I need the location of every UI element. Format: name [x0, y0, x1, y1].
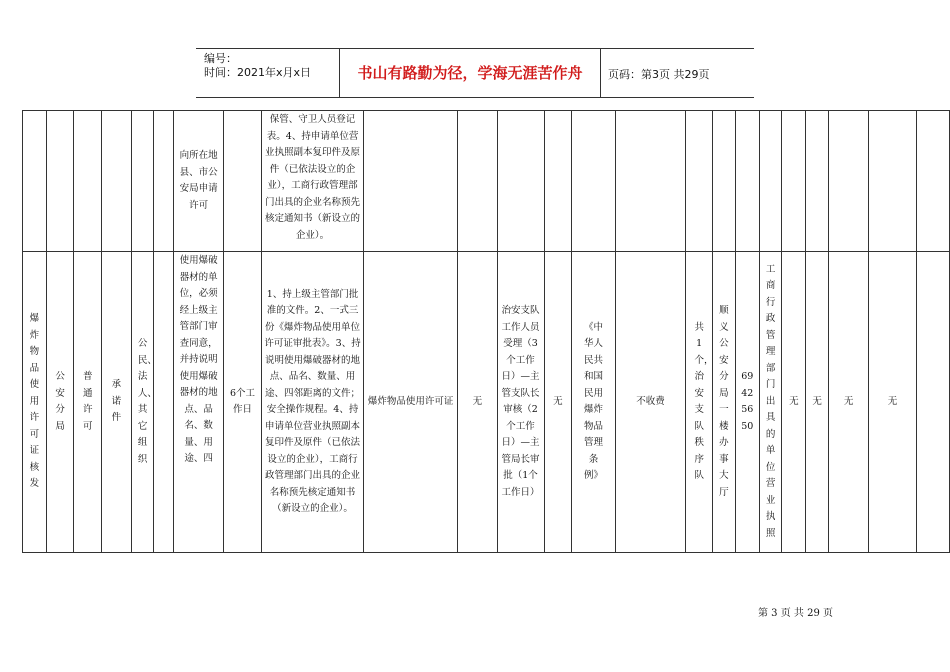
procedure-cell: 治安支队工作人员受理（3个工作日）—主管支队长审核（2个工作日）—主管局长审批（1个工作日）: [497, 252, 544, 553]
location-cell: 顺义公安分局一楼办事大厅: [713, 252, 736, 553]
none-cell: 无: [869, 252, 916, 553]
commitment-cell: 承诺件: [102, 252, 132, 553]
item-name-cell: 爆炸物品使用许可证核发: [23, 252, 47, 553]
header-meta: [196, 49, 340, 97]
remark-cell: 工商行政管理部门出具的单位营业执照: [759, 252, 782, 553]
table-row: [23, 252, 950, 553]
approval-type-cell: 向所在地县、市公安局申请许可: [174, 111, 224, 252]
time-label: 时间：2021年x月x日: [204, 66, 312, 79]
none-cell: 无: [544, 252, 572, 553]
none-cell: 无: [458, 252, 497, 553]
window-cell: 共1个，治安支队秩序队: [686, 252, 713, 553]
approval-class-cell: 普通许可: [74, 252, 102, 553]
none-cell: 无: [829, 252, 869, 553]
fee-cell: 不收费: [615, 252, 686, 553]
certificate-cell: 爆炸物品使用许可证: [364, 252, 458, 553]
department-cell: 公安分局: [46, 252, 74, 553]
time-limit-cell: 6个工作日: [224, 252, 262, 553]
service-table: [22, 110, 950, 553]
header-page-label: 页码：第3页 共29页: [608, 68, 710, 81]
materials-cell: 1、持上级主管部门批准的文件。2、一式三份《爆炸物品使用单位许可证审批表》。3、持说明使用爆破器材的地点、品名、数量、用途、四邻距离的文件；安全操作规程。4、持申请单位营业执照副本复印件及原件（已依法设立的企业），工商行政管理部门出具的企业名称预先核定通知书（新设立的企业）。: [261, 252, 363, 553]
applicant-cell: 公民、法人、其它组织: [131, 252, 154, 553]
none-cell: 无: [806, 252, 829, 553]
conditions-cell: 使用爆破器材的单位，必须经上级主管部门审查同意，并持说明使用爆破器材的地点、品名、数量、用途、四: [174, 252, 224, 553]
code-label: 编号：: [204, 52, 237, 65]
page-header: [196, 48, 754, 98]
table-row: [23, 111, 950, 252]
basis-cell: 《中华人民共和国民用爆炸物品管理条例》: [572, 252, 616, 553]
materials-cell: 保管、守卫人员登记表。4、持申请单位营业执照副本复印件及原件（已依法设立的企业），工商行政管理部门出具的企业名称预先核定通知书（新设立的企业）。: [261, 111, 363, 252]
header-motto: 书山有路勤为径，学海无涯苦作舟: [340, 49, 601, 97]
phone-cell: 69425650: [735, 252, 759, 553]
none-cell: 无: [782, 252, 806, 553]
page-footer: 第 3 页 共 29 页: [758, 608, 833, 619]
